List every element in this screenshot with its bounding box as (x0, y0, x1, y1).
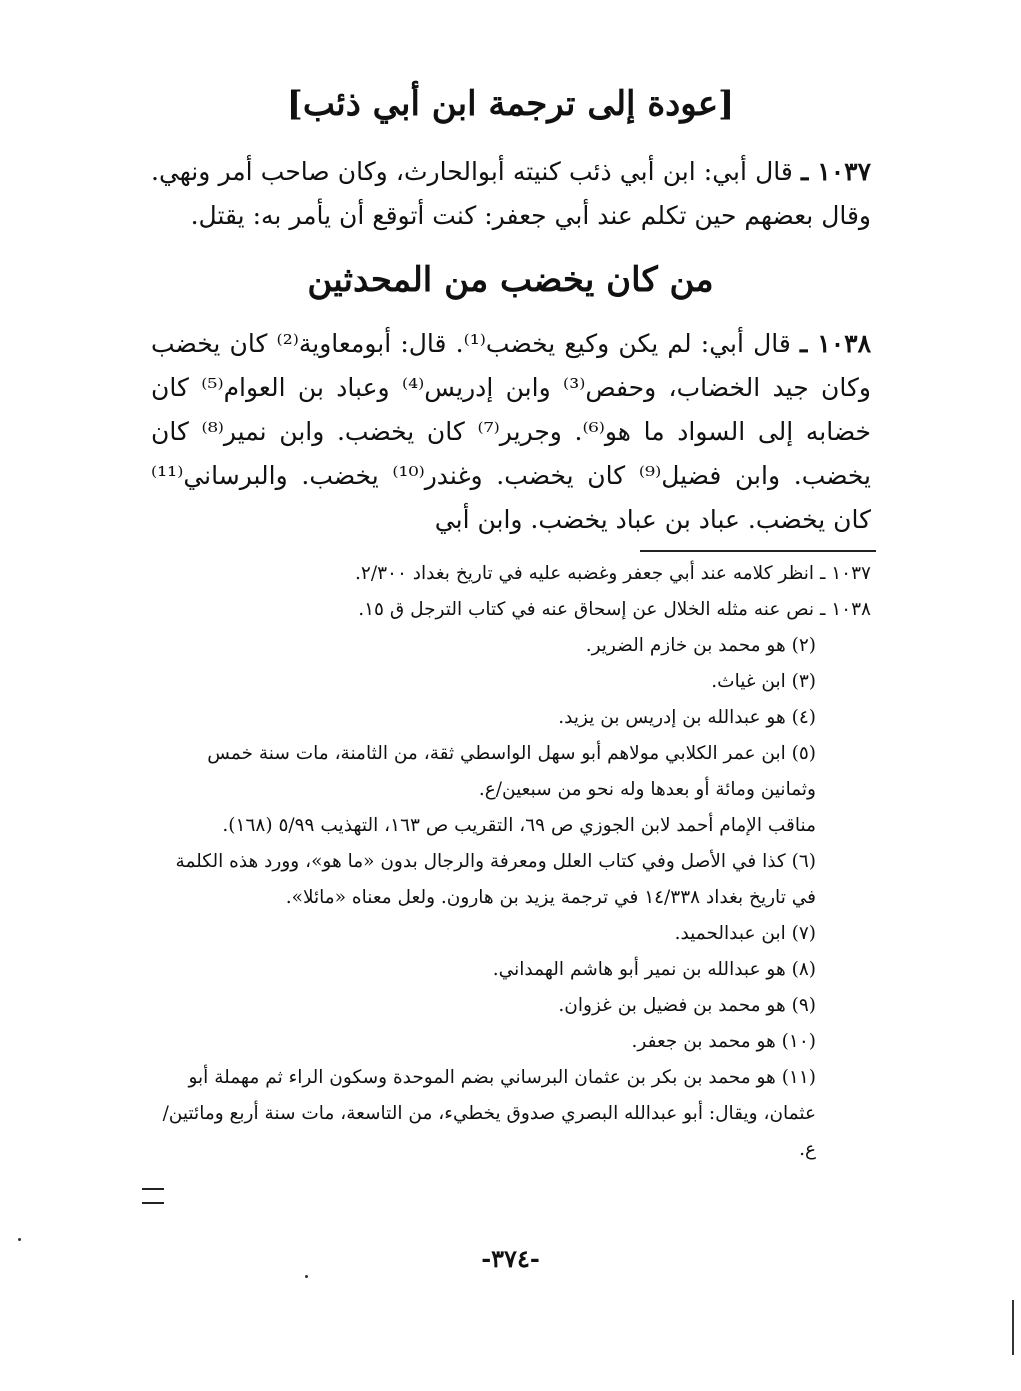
footnote-10: (١٠) هو محمد بن جعفر. (631, 1031, 816, 1052)
footnote-5-reference: مناقب الإمام أحمد لابن الجوزي ص ٦٩، التقريب ص ١٦٣، التهذيب ٥/٩٩ (١٦٨). (222, 815, 816, 836)
footnote-1038: ١٠٣٨ ـ نص عنه مثله الخلال عن إسحاق عنه في كتاب الترجل ق ١٥. (358, 599, 871, 620)
section-heading-dyers: من كان يخضب من المحدثين (307, 260, 714, 300)
entry-1037 (151, 150, 871, 238)
footnote-2: (٢) هو محمد بن خازم الضرير. (585, 635, 816, 656)
footnote-8: (٨) هو عبدالله بن نمير أبو هاشم الهمداني. (492, 959, 816, 980)
footnote-3: (٣) ابن غياث. (711, 671, 816, 692)
continuation-mark (142, 1188, 164, 1204)
section-heading-return: [عودة إلى ترجمة ابن أبي ذئب] (286, 84, 735, 124)
footnote-7: (٧) ابن عبدالحميد. (674, 923, 816, 944)
entry-number: ١٠٣٨ ـ (800, 329, 871, 358)
footnote-5: (٥) ابن عمر الكلابي مولاهم أبو سهل الواسطي ثقة، من الثامنة، مات سنة خمس وثمانين ومائة أو بعدها وله نحو من سبعين/ع. (207, 743, 816, 800)
footnote-11: (١١) هو محمد بن بكر بن عثمان البرساني بضم الموحدة وسكون الراء ثم مهملة أبو عثمان، ويقال: أبو عبدالله البصري صدوق يخطيء، من التاسعة، مات سنة أربع ومائتين/ع. (162, 1067, 816, 1160)
page-number: -٣٧٤- (481, 1244, 540, 1273)
scan-edge-mark (1012, 1300, 1014, 1355)
footnote-4: (٤) هو عبدالله بن إدريس بن يزيد. (558, 707, 816, 728)
entry-1038 (151, 322, 871, 542)
footnote-9: (٩) هو محمد بن فضيل بن غزوان. (558, 995, 816, 1016)
footnote-1037: ١٠٣٧ ـ انظر كلامه عند أبي جعفر وغضبه عليه في تاريخ بغداد ٢/٣٠٠. (355, 563, 871, 584)
entry-text: قال أبي: لم يكن وكيع يخضب⁽¹⁾. قال: أبومعاوية⁽²⁾ كان يخضب وكان جيد الخضاب، وحفص⁽³⁾ وابن إدريس⁽⁴⁾ وعباد بن العوام⁽⁵⁾ كان خضابه إلى السواد ما هو⁽⁶⁾. وجرير⁽⁷⁾ كان يخضب. وابن نمير⁽⁸⁾ كان يخضب. وابن فضيل⁽⁹⁾ كان يخضب. وغندر⁽¹⁰⁾ يخضب. والبرساني⁽¹¹⁾ كان يخضب. عباد بن عباد يخضب. وابن أبي (151, 329, 872, 534)
footnote-separator (640, 550, 876, 552)
footnotes (151, 556, 871, 1168)
scan-speck (18, 1238, 21, 1241)
scan-speck (305, 1275, 308, 1278)
entry-text: قال أبي: ابن أبي ذئب كنيته أبوالحارث، وكان صاحب أمر ونهي. وقال بعضهم حين تكلم عند أبي جعفر: كنت أتوقع أن يأمر به: يقتل. (151, 157, 871, 230)
footnote-6: (٦) كذا في الأصل وفي كتاب العلل ومعرفة والرجال بدون «ما هو»، وورد هذه الكلمة في تاريخ بغداد ١٤/٣٣٨ في ترجمة يزيد بن هارون. ولعل معناه «مائلا». (175, 851, 816, 908)
entry-number: ١٠٣٧ ـ (801, 157, 871, 186)
